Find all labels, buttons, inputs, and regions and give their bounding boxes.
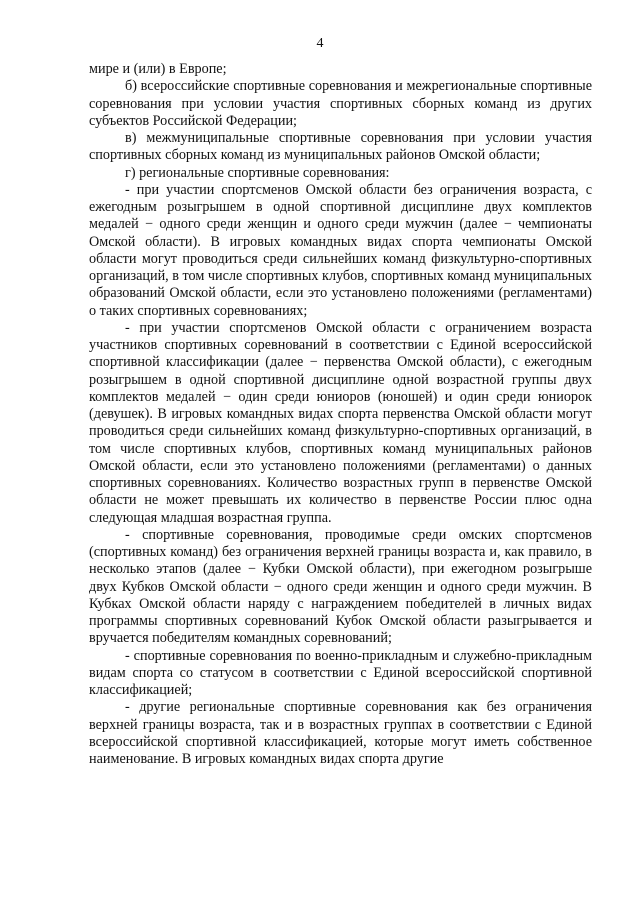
paragraph-other-regional: - другие региональные спортивные соревнования как без ограничения верхней границы возраста, так и в возрастных группах в соответствии с Единой всероссийской спортивной классификацией, которые могут иметь собственное наименование. В игровых командных видах спорта другие (89, 699, 592, 767)
paragraph-cups: - спортивные соревнования, проводимые среди омских спортсменов (спортивных команд) без ограничения верхней границы возраста и, как правило, в несколько этапов (далее − Кубки Омской области), при ежегодном розыгрыше двух Кубков Омской области − одного среди женщин и одного среди мужчин. В Кубках Омской области наряду с награждением победителей в личных видах программы спортивных соревнований Кубок Омской области разыгрывается и вручается победителям командных соревнований; (89, 526, 592, 647)
paragraph-youth-championships: - при участии спортсменов Омской области с ограничением возраста участников спортивных соревнований в соответствии с Единой всероссийской спортивной классификации (далее − первенства Омской области), с ежегодным розыгрышем в одной спортивной дисциплине одной возрастной группы двух комплектов медалей − один среди юниоров (юношей) и один среди юниорок (девушек). В игровых командных видах спорта первенства Омской области могут проводиться среди сильнейших команд физкультурно-спортивных организаций, в том числе спортивных клубов, спортивных команд муниципальных районов Омской области, если это установлено положениями (регламентами) о данных спортивных соревнованиях. Количество возрастных групп в первенстве Омской области не может превышать их количество в первенстве России плюс одна следующая младшая возрастная группа. (89, 319, 592, 526)
paragraph-item-v: в) межмуниципальные спортивные соревнования при условии участия спортивных сборных команд из муниципальных районов Омской области; (89, 130, 592, 164)
paragraph-continuation: мире и (или) в Европе; (89, 61, 227, 77)
paragraph-military-applied: - спортивные соревнования по военно-прикладным и служебно-прикладным видам спорта со статусом в соответствии с Единой всероссийской спортивной классификацией; (89, 647, 592, 698)
paragraph-championships: - при участии спортсменов Омской области без ограничения возраста, с ежегодным розыгрышем в одной спортивной дисциплине двух комплектов медалей − одного среди женщин и одного среди мужчин (далее − чемпионаты Омской области). В игровых командных видах спорта чемпионаты Омской области могут проводиться среди сильнейших команд физкультурно-спортивных организаций, в том числе спортивных клубов, спортивных команд муниципальных образований Омской области, если это установлено положениями (регламентами) о таких спортивных соревнованиях; (89, 181, 592, 319)
document-body (89, 61, 592, 768)
paragraph-item-g: г) региональные спортивные соревнования: (125, 164, 390, 181)
page-number: 4 (316, 36, 324, 51)
paragraph-item-b: б) всероссийские спортивные соревнования и межрегиональные спортивные соревнования при условии участия спортивных сборных команд из других субъектов Российской Федерации; (89, 78, 592, 129)
